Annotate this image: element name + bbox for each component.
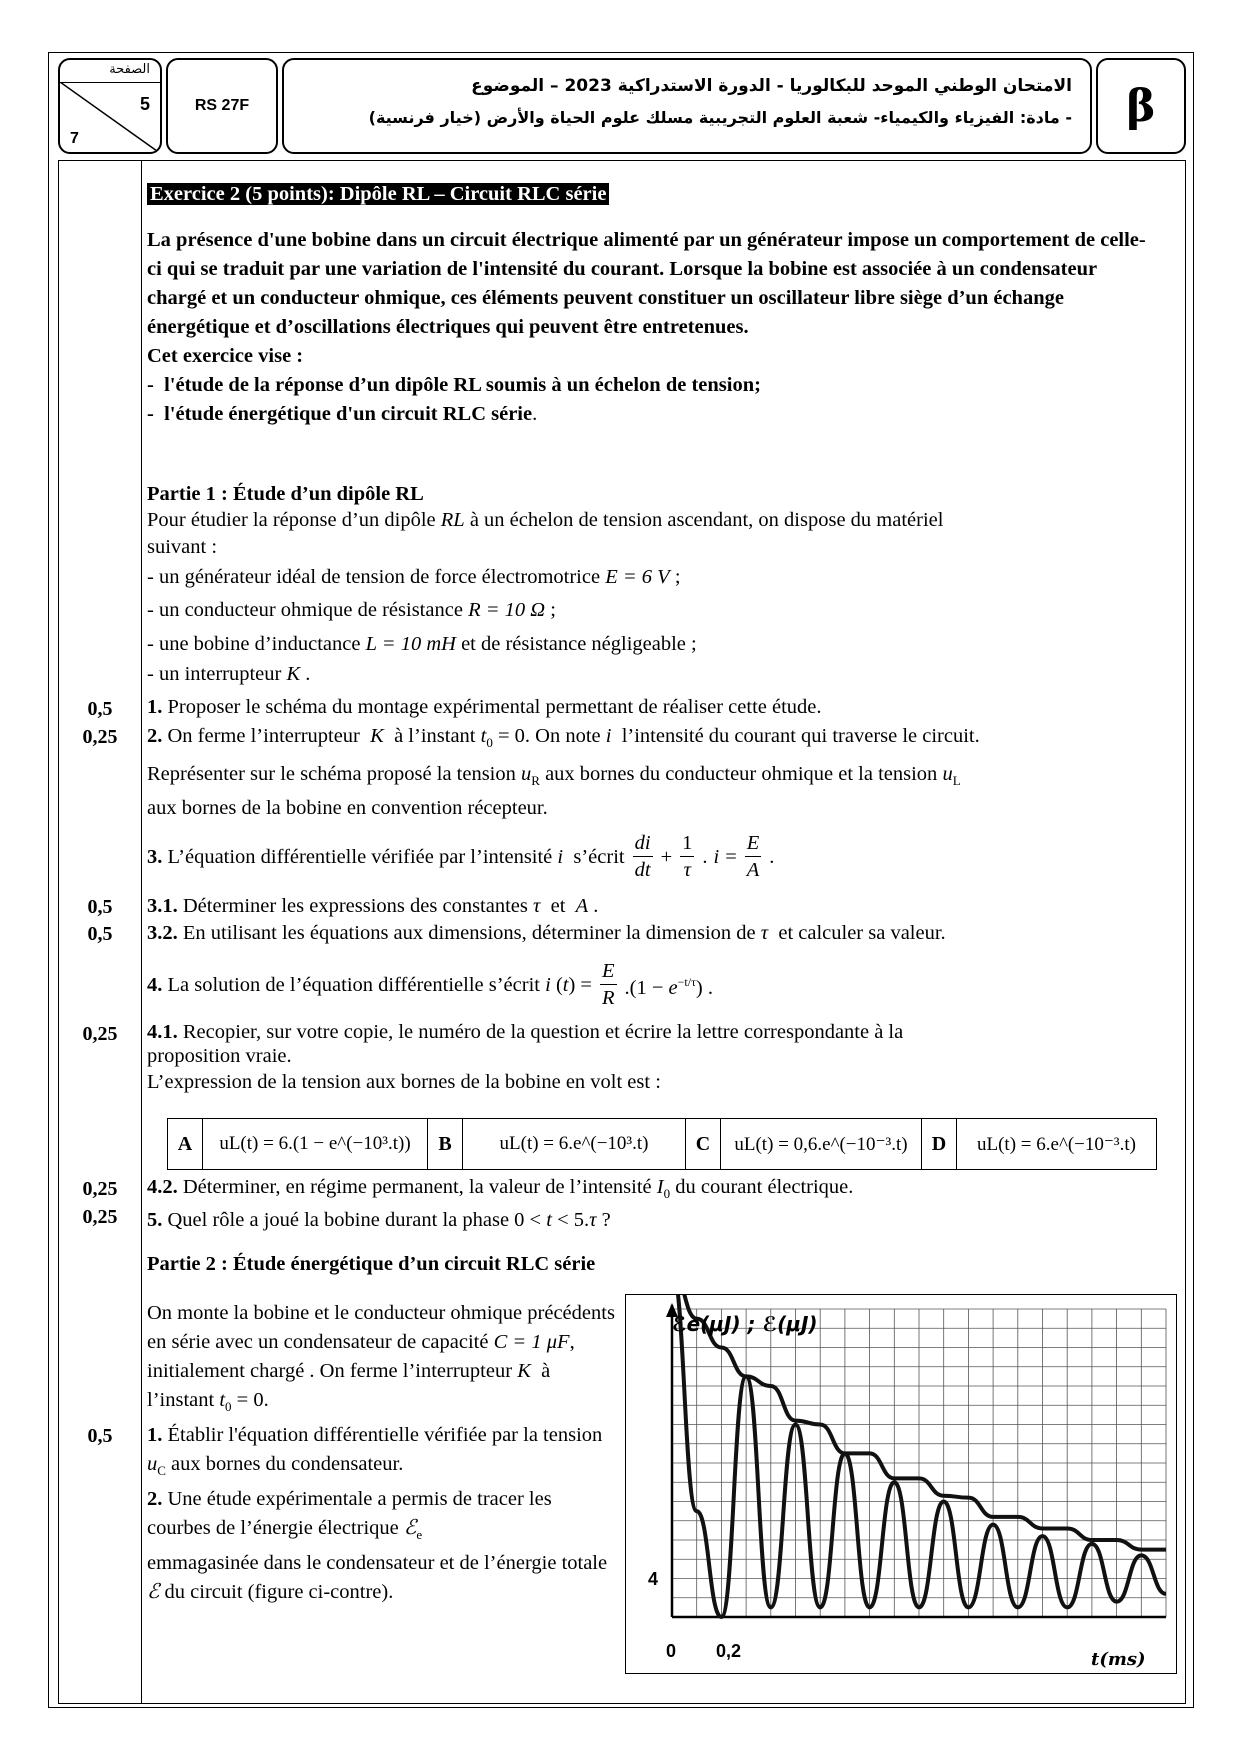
- exercise-intro: La présence d'une bobine dans un circuit électrique alimenté par un générateur impose un comportement de celle-ci qui se traduit par une variation de l'intensité du courant. Lorsque la bobine est associée à un condensateur chargé et un conducteur ohmique, ces éléments peuvent constituer un oscillateur libre siège d’un échange énergétique et d’oscillations électriques qui peuvent être entretenues. Cet exercice vise : - l'étude de la réponse d’un dipôle RL soumis à un échelon de tension; - l'étude énergétique d'un circuit RLC série.: [147, 229, 1146, 425]
- choice-d-letter: D: [922, 1119, 957, 1169]
- part2-title: Partie 2 : Étude énergétique d’un circuit RLC série: [147, 1253, 596, 1275]
- series-symbol: β: [1096, 58, 1186, 154]
- material-generator: - un générateur idéal de tension de force électromotrice E = 6 V ;: [147, 566, 681, 588]
- question-1: 1. Proposer le schéma du montage expérimental permettant de réaliser cette étude.: [147, 696, 822, 718]
- question-2-line2: Représenter sur le schéma proposé la tension $u_R$ aux bornes du conducteur ohmique et la tension $u_L$: [147, 763, 961, 789]
- choices-table: [167, 1118, 1157, 1170]
- frac-di-dt: $\frac{di}{dt}$: [634, 832, 651, 881]
- chart-xtick-0: 0: [666, 1641, 677, 1661]
- choice-b-expr: uL(t) = 6.e^(−10³.t): [463, 1119, 686, 1169]
- question-42: 4.2. Déterminer, en régime permanent, la valeur de l’intensité $I_0$ du courant électrique.: [147, 1176, 854, 1202]
- points-q32: 0,5: [87, 923, 113, 945]
- part2-q2: Une étude expérimentale a permis de tracer les courbes de l’énergie électrique: [147, 1488, 552, 1540]
- energy-chart-svg: [626, 1295, 1176, 1673]
- material-resistor: - un conducteur ohmique de résistance R = 10 Ω ;: [147, 599, 556, 621]
- question-41-line2: proposition vraie.: [147, 1045, 292, 1067]
- page-current: 5: [139, 94, 150, 114]
- points-q1: 0,5: [87, 698, 113, 720]
- question-4: 4. La solution de l’équation différentielle s’écrit i (t) = $\frac{E}{R}$ $.(1 - e^{-t/\tau})$ .: [147, 960, 713, 1010]
- question-3: 3. L’équation différentielle vérifiée par l’intensité i s’écrit $\frac{di}{dt}$ + $\frac{1}{\tau}$ . i = $\frac{E}{A}$ .: [147, 832, 775, 881]
- points-q31: 0,5: [87, 896, 113, 918]
- exam-title-line1: الامتحان الوطني الموحد للبكالوريا - الدورة الاستدراكية 2023 – الموضوع: [471, 76, 1072, 96]
- exercise-heading: Exercice 2 (5 points): Dipôle RL – Circuit RLC série: [147, 182, 609, 206]
- question-41: 4.1. Recopier, sur votre copie, le numéro de la question et écrire la lettre correspondante à la: [147, 1021, 904, 1043]
- exam-code: RS 27F: [166, 58, 278, 154]
- aim-1: l'étude de la réponse d’un dipôle RL soumis à un échelon de tension;: [164, 374, 761, 396]
- material-coil: - une bobine d’inductance L = 10 mH et de résistance négligeable ;: [147, 633, 697, 655]
- aim-title: Cet exercice vise :: [147, 345, 304, 367]
- question-41-line3: L’expression de la tension aux bornes de la bobine en volt est :: [147, 1071, 661, 1093]
- chart-ytick-4: 4: [648, 1569, 659, 1589]
- frac-E-R: $\frac{E}{R}$: [601, 960, 615, 1010]
- energy-chart: [625, 1294, 1177, 1674]
- frac-1-tau: $\frac{1}{\tau}$: [682, 832, 693, 881]
- part1-line1: Pour étudier la réponse d’un dipôle RL à un échelon de tension ascendant, on dispose du matériel: [147, 509, 944, 531]
- points-p2-q1: 0,5: [87, 1425, 113, 1447]
- material-switch: - un interrupteur K .: [147, 663, 311, 685]
- question-2-line3: aux bornes de la bobine en convention récepteur.: [147, 797, 548, 819]
- exam-title-box: [282, 58, 1092, 154]
- question-5: 5. Quel rôle a joué la bobine durant la phase 0 < t < 5.τ ?: [147, 1209, 611, 1231]
- page-total: 7: [70, 130, 79, 147]
- part1-title: Partie 1 : Étude d’un dipôle RL: [147, 483, 424, 505]
- choice-a-expr: uL(t) = 6.(1 − e^(−10³.t)): [203, 1119, 428, 1169]
- part1-line2: suivant :: [147, 536, 218, 558]
- choice-c-letter: C: [686, 1119, 721, 1169]
- question-32: 3.2. En utilisant les équations aux dimensions, déterminer la dimension de τ et calculer sa valeur.: [147, 922, 946, 944]
- part2-q1: Établir l'équation différentielle vérifiée par la tension: [167, 1424, 603, 1447]
- chart-axes: [666, 1303, 1166, 1617]
- aim-2: l'étude énergétique d'un circuit RLC série: [164, 403, 533, 425]
- points-q42: 0,25: [82, 1178, 118, 1200]
- chart-xlabel: t(ms): [1091, 1649, 1146, 1670]
- choice-c-expr: uL(t) = 0,6.e^(−10⁻³.t): [721, 1119, 922, 1169]
- choice-b-letter: B: [428, 1119, 463, 1169]
- frac-E-A: $\frac{E}{A}$: [746, 832, 760, 881]
- chart-ylabel: ℰe(μJ) ; ℰ(μJ): [672, 1312, 818, 1336]
- part2-text: On monte la bobine et le conducteur ohmique précédents en série avec un condensateur de capacité C = 1 μF, initialement chargé . On ferme l’interrupteur K à l’instant $t_0 = 0$. 1. Établir l'équation différentielle vérifiée par la tension $u_C$ aux bornes du condensateur. 2. Une étude expérimentale a permis de tracer les courbes de l’énergie électrique ℰ$_e$ emmagasinée dans le condensateur et de l’énergie totale ℰ du circuit (figure ci-contre).: [147, 1302, 615, 1604]
- chart-grid: [672, 1309, 1166, 1617]
- question-31: 3.1. Déterminer les expressions des constantes τ et A .: [147, 895, 599, 917]
- question-2: 2. On ferme l’interrupteur K à l’instant $t_0 = 0$. On note i l’intensité du courant qui traverse le circuit.: [147, 725, 980, 751]
- points-q5: 0,25: [82, 1206, 118, 1228]
- points-q2: 0,25: [82, 726, 118, 748]
- exam-title-line2: - مادة: الفيزياء والكيمياء- شعبة العلوم التجريبية مسلك علوم الحياة والأرض (خيار فرنسية): [368, 108, 1072, 127]
- points-q41: 0,25: [82, 1023, 118, 1045]
- chart-xtick-02: 0,2: [716, 1641, 742, 1661]
- page-number-box: [58, 58, 162, 154]
- page-label: الصفحة: [109, 62, 150, 77]
- choice-d-expr: uL(t) = 6.e^(−10⁻³.t): [977, 1133, 1136, 1155]
- choice-a-letter: A: [168, 1119, 203, 1169]
